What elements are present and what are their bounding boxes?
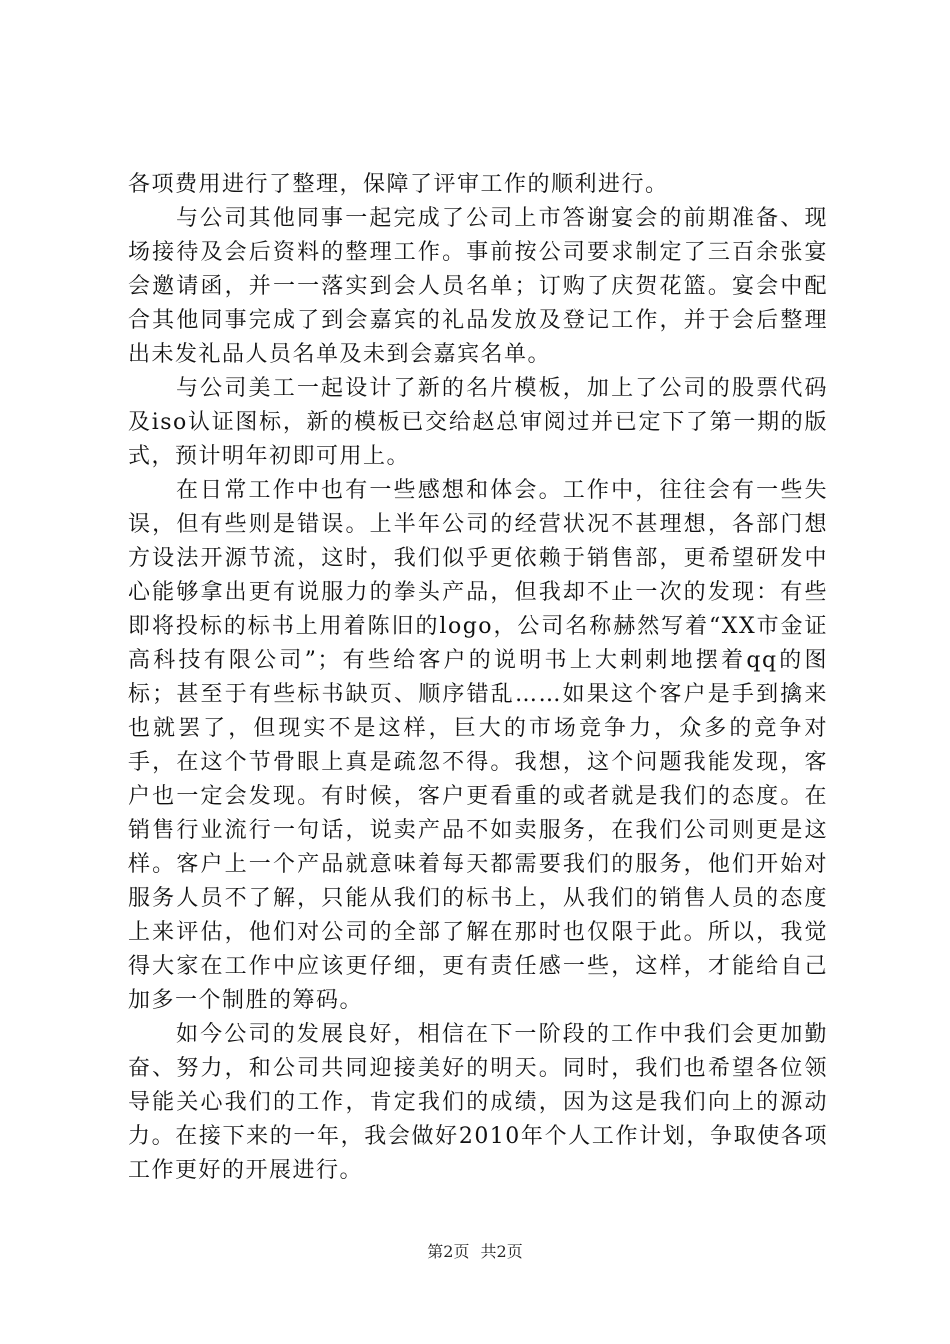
paragraph-5: 如今公司的发展良好，相信在下一阶段的工作中我们会更加勤奋、努力，和公司共同迎接美好的明天。同时，我们也希望各位领导能关心我们的工作，肯定我们的成绩，因为这是我们向上的源动力。在接下来的一年，我会做好2010年个人工作计划，争取使各项工作更好的开展进行。 <box>128 1022 828 1183</box>
page-number-current: 第2页 <box>427 1242 470 1261</box>
paragraph-3: 与公司美工一起设计了新的名片模板，加上了公司的股票代码及iso认证图标，新的模板已交给赵总审阅过并已定下了第一期的版式，预计明年初即可用上。 <box>128 376 828 469</box>
paragraph-1: 各项费用进行了整理，保障了评审工作的顺利进行。 <box>128 172 669 197</box>
page-number-total: 共2页 <box>480 1242 523 1261</box>
page-footer <box>0 1242 950 1262</box>
paragraph-2: 与公司其他同事一起完成了公司上市答谢宴会的前期准备、现场接待及会后资料的整理工作。事前按公司要求制定了三百余张宴会邀请函，并一一落实到会人员名单；订购了庆贺花篮。宴会中配合其他同事完成了到会嘉宾的礼品发放及登记工作，并于会后整理出未发礼品人员名单及未到会嘉宾名单。 <box>128 206 828 367</box>
document-body <box>128 168 828 1188</box>
paragraph-4: 在日常工作中也有一些感想和体会。工作中，往往会有一些失误，但有些则是错误。上半年公司的经营状况不甚理想，各部门想方设法开源节流，这时，我们似乎更依赖于销售部，更希望研发中心能够拿出更有说服力的拳头产品，但我却不止一次的发现：有些即将投标的标书上用着陈旧的logo，公司名称赫然写着“XX市金证高科技有限公司”；有些给客户的说明书上大剌剌地摆着qq的图标；甚至于有些标书缺页、顺序错乱……如果这个客户是手到擒来也就罢了，但现实不是这样，巨大的市场竞争力，众多的竞争对手，在这个节骨眼上真是疏忽不得。我想，这个问题我能发现，客户也一定会发现。有时候，客户更看重的或者就是我们的态度。在销售行业流行一句话，说卖产品不如卖服务，在我们公司则更是这样。客户上一个产品就意味着每天都需要我们的服务，他们开始对服务人员不了解，只能从我们的标书上，从我们的销售人员的态度上来评估，他们对公司的全部了解在那时也仅限于此。所以，我觉得大家在工作中应该更仔细，更有责任感一些，这样，才能给自己加多一个制胜的筹码。 <box>128 478 828 1013</box>
